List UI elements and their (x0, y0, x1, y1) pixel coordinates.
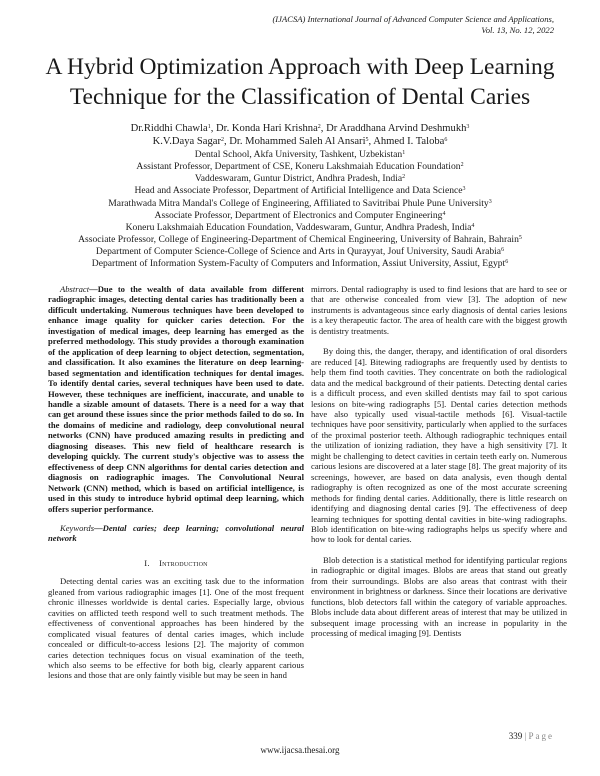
footer-url[interactable]: www.ijacsa.thesai.org (260, 745, 340, 755)
affiliation-line: Vaddeswaram, Guntur District, Andhra Pradesh, India$^2$ (194, 173, 406, 185)
abstract (48, 284, 304, 514)
affiliation-line: Dental School, Akfa University, Tashkent, Uzbekistan$^1$ (194, 149, 406, 161)
section-heading (48, 558, 304, 568)
author-affiliation-mark: 3 (466, 124, 470, 130)
author-affiliation-mark: 6 (444, 136, 448, 143)
author-affiliation-mark: 2 (317, 124, 321, 130)
author-affiliation-mark: 5 (365, 136, 369, 143)
affiliation-line: Associate Professor, Department of Electronics and Computer Engineering$^4$ (154, 209, 446, 221)
journal-header (154, 14, 554, 35)
affiliation-line: Head and Associate Professor, Department of Artificial Intelligence and Data Science$^3$ (134, 185, 466, 197)
body-paragraph-1: mirrors. Dental radiography is used to find lesions that are hard to see or that are otherwise concealed from view [3]. The adoption of new instruments is advantageous since early diagnosis of dental caries lesions is a key therapeutic factor. The area of health care with the biggest growth is dentistry treatments. (311, 284, 567, 336)
abstract-body: —Due to the wealth of data available from different radiographic images, detecting dental caries has traditionally been a difficult undertaking. Numerous techniques have been developed to enhance image quality for quicker caries detection. For the investigation of medical images, deep learning has emerged as the preferred methodology. This study provides a thorough examination of the application of deep learning to object detection, segmentation, and classification. It also examines the literature on deep learning-based segmentation and identification techniques for dental images. To identify dental caries, several techniques have been used to date. However, these techniques are inefficient, inaccurate, and unable to handle a sizable amount of datasets. There is a need for a way that can get around these issues since the prior methods failed to do so. In the domains of medicine and radiology, deep convolutional neural networks (CNN) have produced amazing results in predicting and diagnosing diseases. This new field of healthcare research is developing quickly. The current study's objective was to assess the effectiveness of deep CNN algorithms for dental caries detection and diagnosis on radiographic images. The Convolutional Neural Network (CNN) method, which is based on artificial intelligence, is used in this study to introduce hybrid optimal deep learning, which offers superior performance. (48, 284, 304, 514)
author-name: Dr. Konda Hari Krishna (215, 123, 318, 134)
author-name: Dr.Riddhi Chawla (130, 123, 208, 134)
affiliation-line: Assistant Professor, Department of CSE, Koneru Lakshmaiah Education Foundation$^2$ (136, 161, 464, 173)
journal-volume: Vol. 13, No. 12, 2022 (481, 24, 554, 35)
author-name: Ahmed I. Taloba (373, 135, 445, 147)
section-number: I. (144, 557, 150, 568)
affiliation-line: Department of Computer Science-College of Science and Arts in Qurayyat, Jouf University, Saudi Arabia$^6$ (95, 245, 505, 257)
body-paragraph-2: By doing this, the danger, therapy, and identification of oral disorders are reduced [4]. Bitewing radiographs are frequently used by dentists to help them find tooth cavities. They concentrate on both the radiological data and the medical background of their patients. Detecting dental caries is a difficult process, and even skilled dentists may fail to spot carious lesions on bite-wing radiographs [5]. Dental caries detection methods have also typically used visual-tactile methods [6]. Visual-tactile techniques have poor sensitivity, particularly when applied to the surfaces of the proximal posterior teeth. Although radiographic techniques entail the utilization of ionizing radiation, they have a high sensitivity [7]. It might be challenging to detect cavities in certain teeth early on. Numerous carious lesions are discovered at a later stage [8]. The great majority of its screenings, however, are based on data analysis, even though dental radiography is often recognized as one of the most accurate screening methods for finding dental caries. Additionally, there is little research on identifying and diagnosing dental caries [9]. The effectiveness of deep learning techniques for spotting dental cavities in bite-wing radiographs. Blob identification on bite-wing radiographs helps us specify where and how to look for dental caries. (311, 346, 567, 545)
paper-title (20, 52, 580, 112)
author-name: Dr Araddhana Arvind Deshmukh (326, 123, 467, 134)
affiliation-line: Marathwada Mitra Mandal's College of Engineering, Affiliated to Savitribai Phule Pune University$^3$ (108, 197, 492, 209)
paper-title-line-1: A Hybrid Optimization Approach with Deep Learning (45, 54, 555, 80)
keywords-label: Keywords (60, 522, 95, 533)
author-block (20, 123, 580, 270)
left-column (48, 284, 304, 681)
author-name: K.V.Daya Sagar (152, 135, 221, 147)
page-number: 339 (508, 731, 523, 741)
keywords-body: —Dental caries; deep learning; convolutional neural network (48, 522, 304, 544)
section-title: Introduction (159, 557, 208, 568)
author-name: Dr. Mohammed Saleh Al Ansari (229, 135, 366, 147)
page-separator: | (524, 731, 527, 741)
right-column (311, 284, 567, 639)
author-affiliation-mark: 2 (220, 136, 224, 143)
affiliation-line: Koneru Lakshmaiah Education Foundation, Vaddeswaram, Guntur, Andhra Pradesh, India$^4$ (125, 221, 475, 233)
author-affiliation-mark: 1 (207, 124, 211, 130)
page-word: Page (528, 731, 554, 741)
abstract-label: Abstract (60, 284, 90, 294)
body-paragraph-3: Blob detection is a statistical method for identifying particular regions in radiographic or digital images. Blobs are areas that stand out greatly from their surroundings. Blobs are also areas that contrast with their environment in brightness or darkness. Since their locations are derivative functions, blob detectors fall within the category of variable approaches. Blobs include data about different areas of interest that may be utilized in subsequent image processing with an increase in popularity in the processing of medical imaging [9]. Dentists (311, 554, 567, 639)
keywords (48, 523, 304, 544)
paper-title-line-2: Technique for the Classification of Dental Caries (69, 84, 531, 110)
affiliation-line: Associate Professor, College of Engineering-Department of Chemical Engineering, University of Bahrain, Bahrain$^5$ (78, 233, 522, 245)
journal-name: (IJACSA) International Journal of Advanced Computer Science and Applications, (272, 14, 554, 24)
page-number-block (509, 731, 554, 741)
affiliation-line: Department of Information System-Faculty of Computers and Information, Assiut University, Assiut, Egypt$^6$ (91, 258, 509, 270)
author-names: Dr.Riddhi Chawla$^1$, Dr. Konda Hari Krishna$^2$, Dr Araddhana Arvind Deshmukh$^3$ K.V.Daya Sagar$^2$, Dr. Mohammed Saleh Al Ansari$^5$, Ahmed I. Taloba$^6$ (130, 123, 470, 147)
intro-paragraph-1: Detecting dental caries was an exciting task due to the information gleaned from various radiographic images [1]. One of the most frequent chronic illnesses worldwide is dental caries. Especially large, obvious cavities on afflicted teeth respond well to such treatment methods. The effectiveness of conventional approaches has been hindered by the complicated visual features of dental caries images, which include concealed or difficult-to-access lesions [2]. The majority of common caries detection techniques focus on visual examination of the teeth, which also seems to be effective for both big, clearly apparent carious lesions and those that are only faintly visible but may be seen in hand (48, 576, 304, 681)
